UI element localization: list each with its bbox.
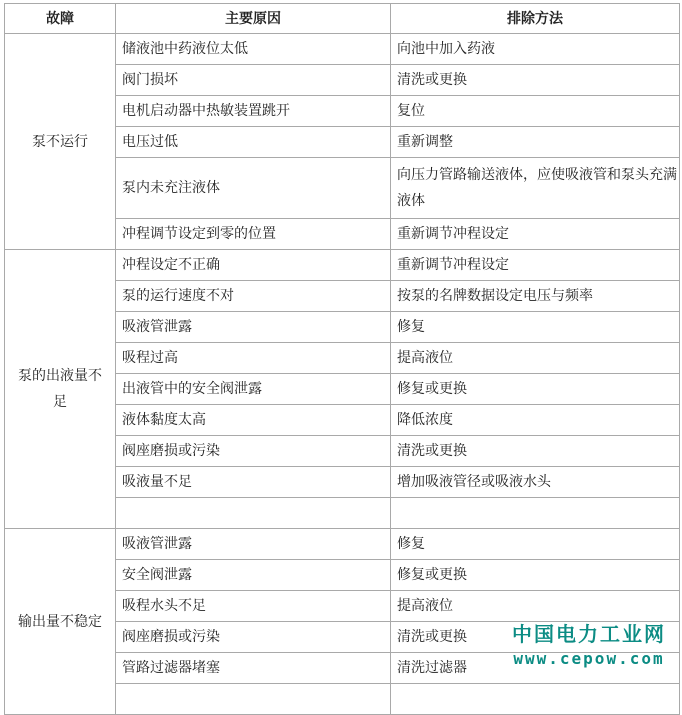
cause-cell: 冲程设定不正确 [116,250,391,281]
remedy-cell: 增加吸液管径或吸液水头 [391,467,680,498]
cause-cell: 管路过滤器堵塞 [116,653,391,684]
cause-cell: 电机启动器中热敏装置跳开 [116,96,391,127]
remedy-cell: 提高液位 [391,343,680,374]
cause-cell: 吸液管泄露 [116,529,391,560]
table-row [5,250,680,281]
fault-cell: 输出量不稳定 [5,529,116,715]
remedy-cell: 重新调整 [391,127,680,158]
cause-cell: 泵内未充注液体 [116,158,391,219]
header-remedy: 排除方法 [391,4,680,34]
table-row [5,34,680,65]
remedy-cell: 清洗或更换 [391,436,680,467]
remedy-cell [391,498,680,529]
cause-cell [116,498,391,529]
remedy-cell: 清洗或更换 [391,65,680,96]
remedy-cell: 重新调节冲程设定 [391,219,680,250]
remedy-cell: 向压力管路输送液体，应使吸液管和泵头充满液体 [391,158,680,219]
watermark-url: www.cepow.com [513,649,665,668]
fault-table [4,3,680,715]
remedy-cell: 修复 [391,312,680,343]
remedy-cell: 按泵的名牌数据设定电压与频率 [391,281,680,312]
header-cause: 主要原因 [116,4,391,34]
cause-cell: 阀座磨损或污染 [116,436,391,467]
remedy-cell: 清洗过滤器 [391,653,680,684]
table-row [5,529,680,560]
cause-cell: 阀门损坏 [116,65,391,96]
remedy-cell: 复位 [391,96,680,127]
cause-cell: 泵的运行速度不对 [116,281,391,312]
cause-cell: 安全阀泄露 [116,560,391,591]
table-header-row [5,4,680,34]
cause-cell: 冲程调节设定到零的位置 [116,219,391,250]
cause-cell [116,684,391,715]
fault-cell: 泵的出液量不足 [5,250,116,529]
cause-cell: 吸程水头不足 [116,591,391,622]
remedy-cell [391,684,680,715]
header-fault: 故障 [5,4,116,34]
remedy-cell: 提高液位 [391,591,680,622]
remedy-cell: 修复或更换 [391,374,680,405]
remedy-cell: 修复 [391,529,680,560]
fault-cell: 泵不运行 [5,34,116,250]
cause-cell: 吸程过高 [116,343,391,374]
cause-cell: 储液池中药液位太低 [116,34,391,65]
cause-cell: 吸液管泄露 [116,312,391,343]
remedy-cell: 修复或更换 [391,560,680,591]
remedy-cell: 向池中加入药液 [391,34,680,65]
remedy-cell: 重新调节冲程设定 [391,250,680,281]
watermark [512,618,666,668]
watermark-name: 中国电力工业网 [512,622,666,646]
remedy-cell: 清洗或更换 [391,622,680,653]
cause-cell: 液体黏度太高 [116,405,391,436]
cause-cell: 吸液量不足 [116,467,391,498]
remedy-cell: 降低浓度 [391,405,680,436]
cause-cell: 阀座磨损或污染 [116,622,391,653]
cause-cell: 电压过低 [116,127,391,158]
cause-cell: 出液管中的安全阀泄露 [116,374,391,405]
